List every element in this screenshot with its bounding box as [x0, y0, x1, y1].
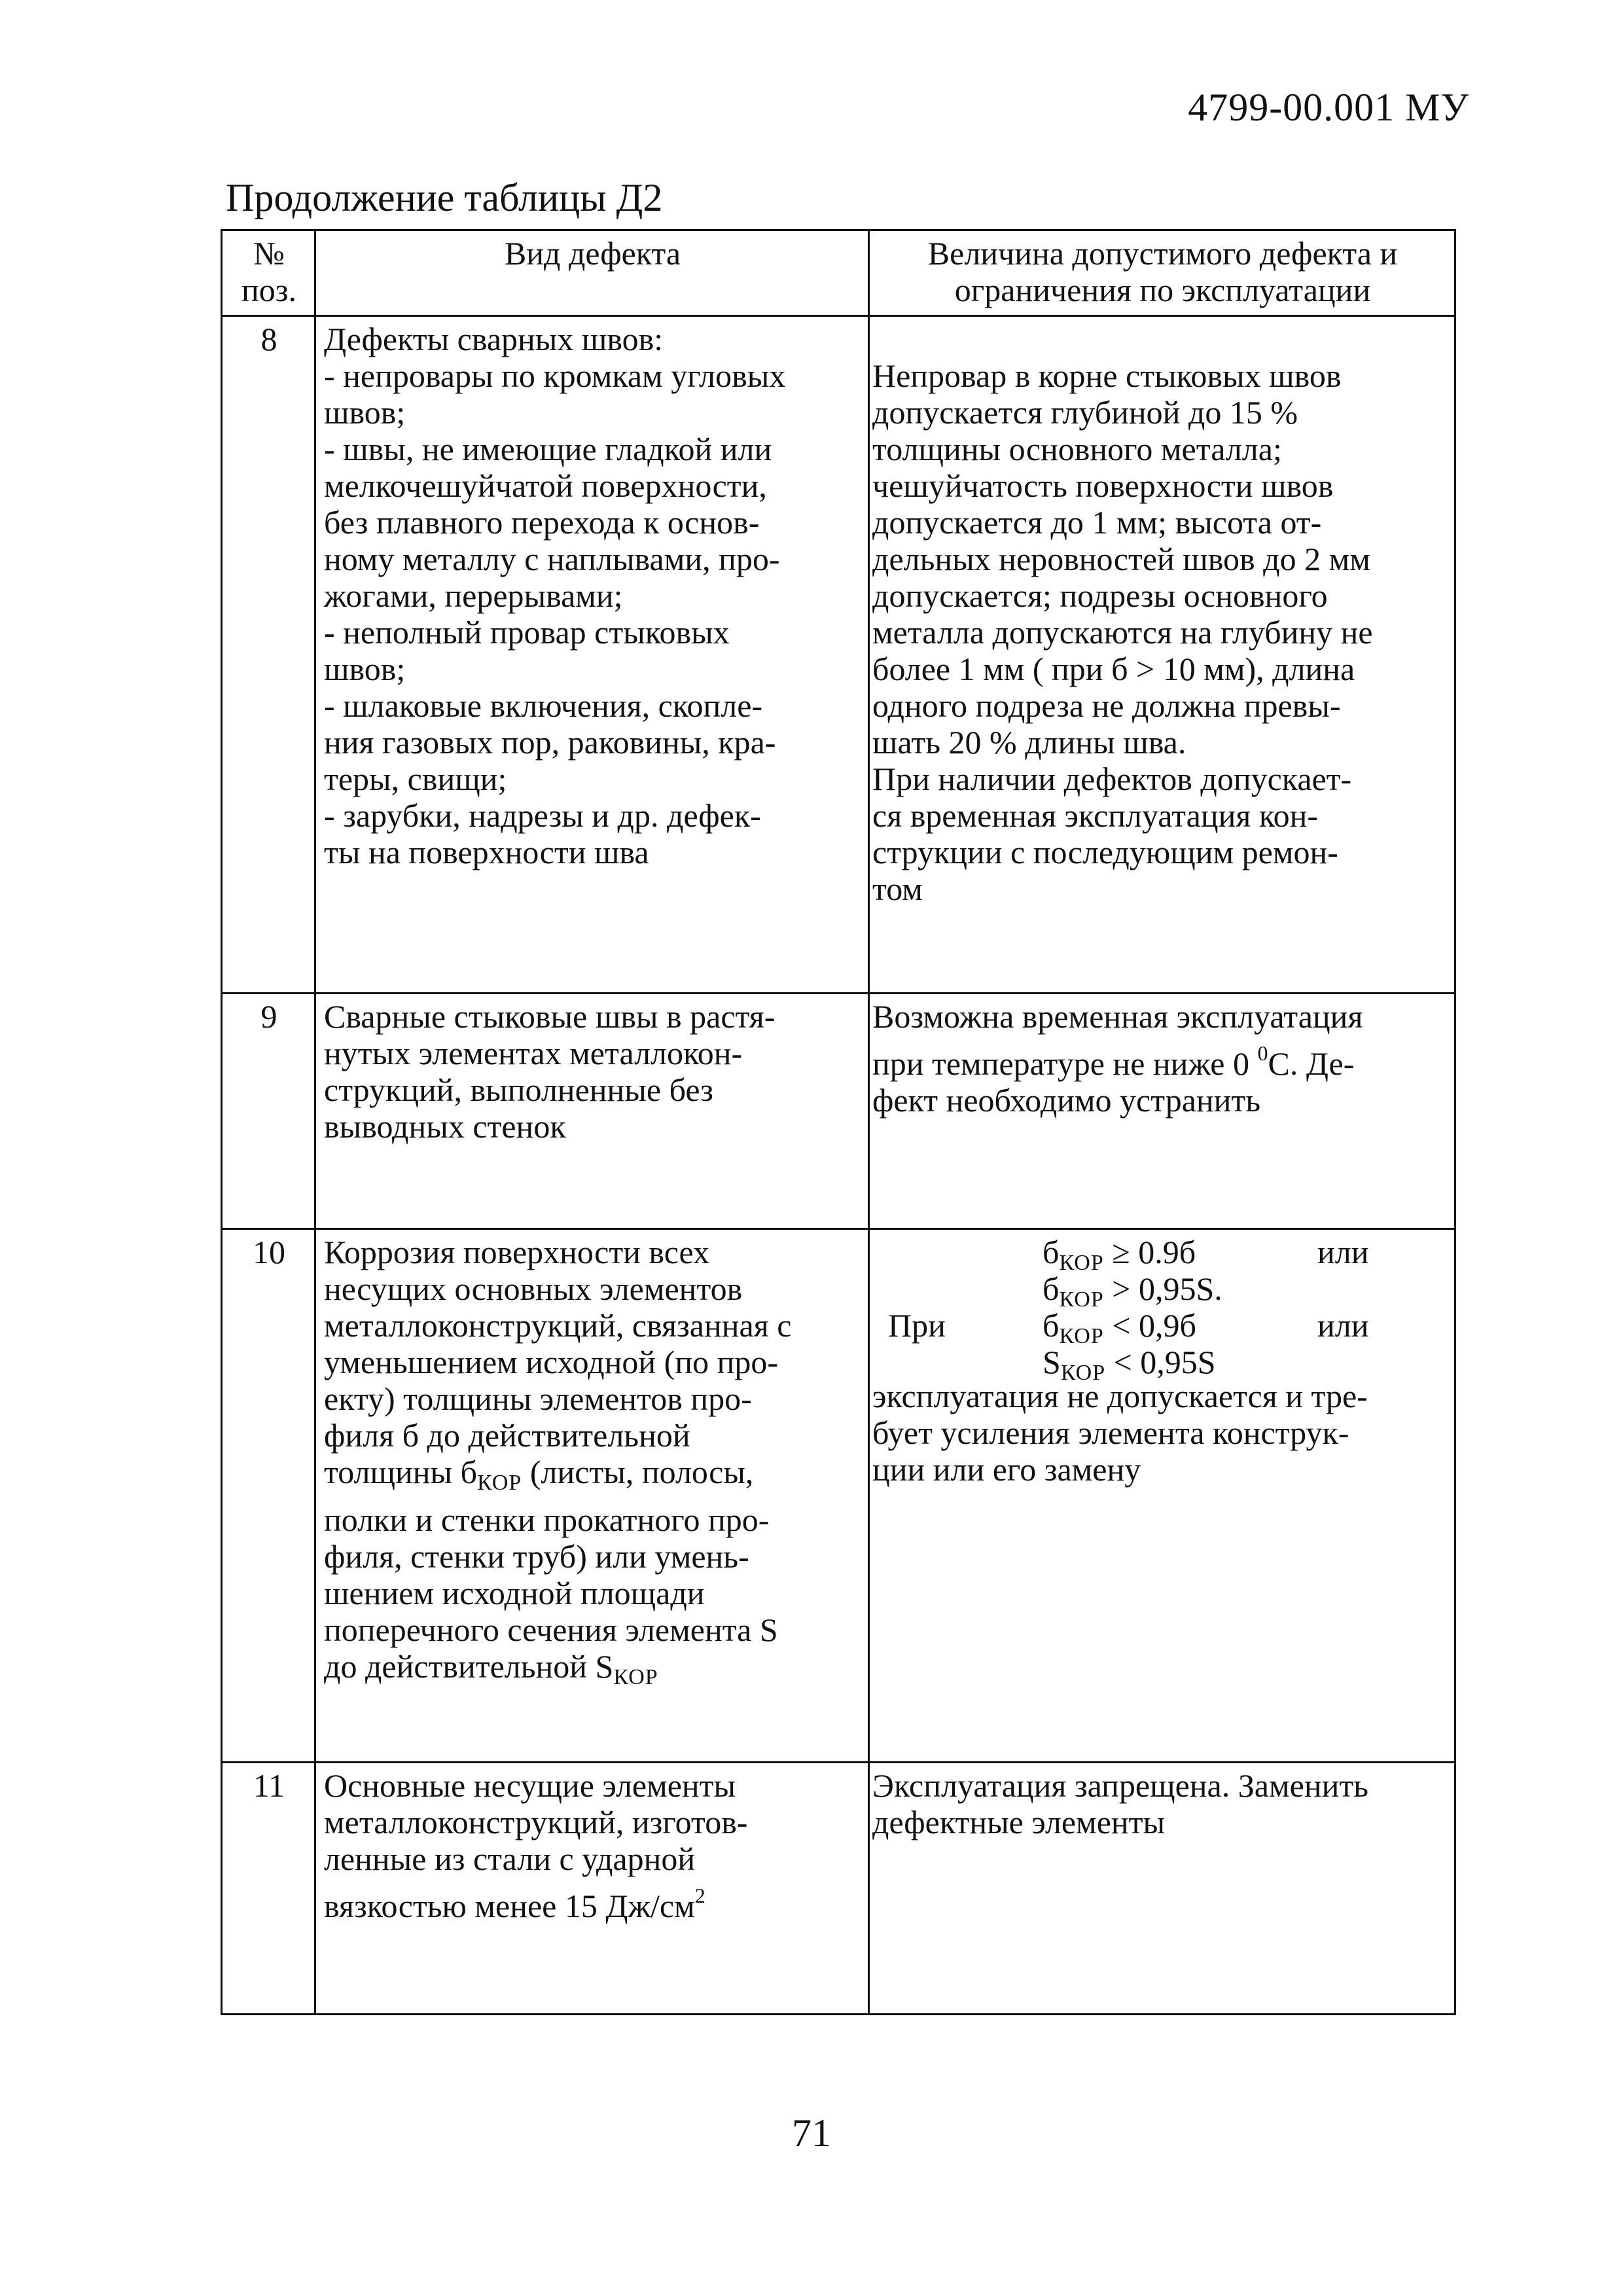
table-caption: Продолжение таблицы Д2 — [226, 176, 663, 219]
header-allowable-defect: Величина допустимого дефекта и ограничения по эксплуатации — [869, 230, 1455, 316]
table-header-row — [222, 230, 1455, 316]
corrosion-formula: $б_{КОР} \ge 0.9б$ или $б_{КОР} > 0,95S$. При $б_{КОР} < 0,9б$ или $S_{КОР} < 0,95S$ — [888, 1234, 1369, 1385]
allowable-defect: Непровар в корне стыковых швов допускается глубиной до 15 % толщины основного металла; чешуйчатость поверхности швов допускается до 1 мм; высота от- дельных неровностей швов до 2 мм допускается; подрезы основного металла допускаются на глубину не более 1 мм ( при б > 10 мм), длина одного подреза не должна превы- шать 20 % длины шва. При наличии дефектов допускает- ся временная эксплуатация кон- струкции с последующим ремон- том — [869, 316, 1455, 994]
defect-description: Коррозия поверхности всех несущих основных элементов металлоконструкций, связанная с уменьшением исходной (по про- екту) толщины элементов про- филя б до действительной толщины $б_{КОР}$ (листы, полосы, полки и стенки прокатного про- филя, стенки труб) или умень- шением исходной площади поперечного сечения элемента S до действительной $S_{КОР}$ — [315, 1229, 869, 1763]
defect-description: Дефекты сварных швов: - непровары по кромкам угловых швов; - швы, не имеющие гладкой или мелкочешуйчатой поверхности, без плавного перехода к основ- ному металлу с наплывами, про- жогами, перерывами; - неполный провар стыковых швов; - шлаковые включения, скопле- ния газовых пор, раковины, кра- теры, свищи; - зарубки, надрезы и др. дефек- ты на поверхности шва — [315, 316, 869, 994]
table-row — [222, 316, 1455, 994]
defect-description: Основные несущие элементы металлоконструкций, изготов- ленные из стали с ударной вязкостью менее 15 $Дж/см^2$ — [315, 1763, 869, 2015]
page-number: 71 — [792, 2111, 831, 2155]
table-row — [222, 1763, 1455, 2015]
header-defect-type: Вид дефекта — [315, 230, 869, 316]
document-code: 4799-00.001 МУ — [1188, 86, 1469, 129]
allowable-defect: Возможна временная эксплуатация при температуре не ниже 0 $^0$С. Де- фект необходимо устранить — [869, 994, 1455, 1229]
row-number: 8 — [222, 316, 315, 994]
defects-table — [221, 229, 1456, 2015]
row-number: 10 — [222, 1229, 315, 1763]
allowable-defect: Эксплуатация запрещена. Заменить дефектные элементы — [869, 1763, 1455, 2015]
header-position-number: № поз. — [222, 230, 315, 316]
defect-description: Сварные стыковые швы в растя- нутых элементах металлокон- струкций, выполненные без выводных стенок — [315, 994, 869, 1229]
degree-superscript: 0 — [1257, 1041, 1268, 1065]
table-row — [222, 1229, 1455, 1763]
table-row — [222, 994, 1455, 1229]
row-number: 9 — [222, 994, 315, 1229]
allowable-defect: $б_{КОР} \ge 0.9б$ или $б_{КОР} > 0,95S$. При $б_{КОР} < 0,9б$ или $S_{КОР} < 0,95S$ эксплуатация не допускается и тре- бует усиления элемента конструк- ции или его замену — [869, 1229, 1455, 1763]
row-number: 11 — [222, 1763, 315, 2015]
